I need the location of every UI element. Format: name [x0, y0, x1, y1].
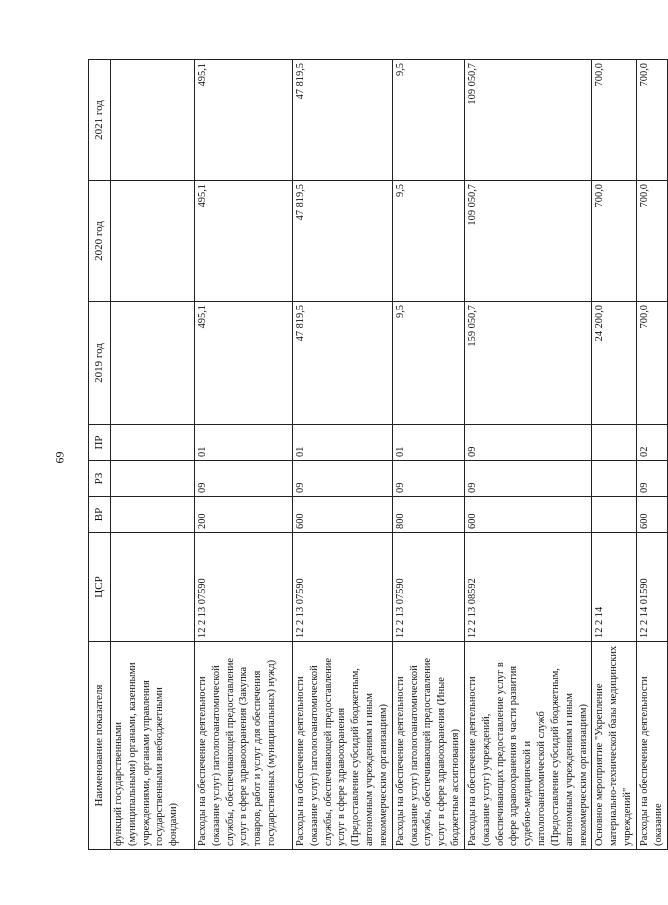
cell-2019: 24 200,0 [592, 302, 636, 425]
cell-csr: 12 2 13 07590 [392, 533, 464, 642]
cell-vr: 600 [293, 497, 393, 533]
page-number: 69 [52, 451, 67, 464]
cell-2019: 159 050,7 [464, 302, 591, 425]
table-row [636, 60, 667, 850]
cell-name: Расходы на обеспечение деятельности (оказание услуг) патологоанатомической службы, обеспечивающей предоставление услуг в сфере здравоохранения (Иные бюджетные ассигнования) [392, 642, 464, 850]
header-rz: РЗ [89, 461, 111, 497]
cell-2021: 47 819,5 [293, 60, 393, 181]
table-row [111, 60, 195, 850]
cell-2021: 109 050,7 [464, 60, 591, 181]
cell-rz: 09 [636, 461, 667, 497]
cell-vr [111, 497, 195, 533]
cell-rz: 09 [293, 461, 393, 497]
cell-2019: 495,1 [195, 302, 293, 425]
cell-csr: 12 2 14 [592, 533, 636, 642]
cell-name: Расходы на обеспечение деятельности (оказание услуг) учреждений, обеспечивающих предоставление услуг в сфере здравоохранения в части развития судебно-медицинской и патологоанатомической служб (Предоставление субсидий бюджетным, автономным учреждениям и иным некоммерческим организациям) [464, 642, 591, 850]
table-row [464, 60, 591, 850]
cell-pr: 02 [636, 425, 667, 461]
table-header-row [89, 60, 111, 850]
cell-vr: 800 [392, 497, 464, 533]
cell-csr: 12 2 13 07590 [293, 533, 393, 642]
cell-2020 [111, 181, 195, 302]
cell-rz: 09 [195, 461, 293, 497]
cell-csr: 12 2 13 08592 [464, 533, 591, 642]
cell-2020: 9,5 [392, 181, 464, 302]
cell-pr [592, 425, 636, 461]
cell-vr: 600 [464, 497, 591, 533]
table-row [293, 60, 393, 850]
cell-csr: 12 2 13 07590 [195, 533, 293, 642]
rotated-page-content [88, 60, 664, 850]
cell-pr: 01 [195, 425, 293, 461]
cell-csr [111, 533, 195, 642]
cell-2020: 700,0 [592, 181, 636, 302]
cell-pr: 01 [293, 425, 393, 461]
cell-vr: 600 [636, 497, 667, 533]
cell-2019 [111, 302, 195, 425]
table-row [592, 60, 636, 850]
cell-pr [111, 425, 195, 461]
cell-name: Расходы на обеспечение деятельности (оказание услуг) патологоанатомической службы, обеспечивающей предоставление услуг в сфере здравоохранения (Предоставление субсидий бюджетным, автономным учреждениям и иным некоммерческим организациям) [293, 642, 393, 850]
header-2020: 2020 год [89, 181, 111, 302]
cell-pr: 01 [392, 425, 464, 461]
cell-2021: 700,0 [592, 60, 636, 181]
cell-2020: 495,1 [195, 181, 293, 302]
cell-2019: 9,5 [392, 302, 464, 425]
cell-2020: 109 050,7 [464, 181, 591, 302]
cell-pr: 09 [464, 425, 591, 461]
table-row [392, 60, 464, 850]
header-name: Наименование показателя [89, 642, 111, 850]
header-2021: 2021 год [89, 60, 111, 181]
cell-2021 [111, 60, 195, 181]
cell-name: Расходы на обеспечение деятельности (оказание услуг) патологоанатомической службы, обеспечивающей предоставление услуг в сфере здравоохранения (Закупка товаров, работ и услуг для обеспечения государственных (муниципальных) нужд) [195, 642, 293, 850]
cell-name: Основное мероприятие "Укрепление материально-технической базы медицинских учреждений" [592, 642, 636, 850]
cell-rz [111, 461, 195, 497]
cell-2021: 9,5 [392, 60, 464, 181]
cell-csr: 12 2 14 01590 [636, 533, 667, 642]
header-vr: ВР [89, 497, 111, 533]
cell-2021: 700,0 [636, 60, 667, 181]
header-csr: ЦСР [89, 533, 111, 642]
table-row [195, 60, 293, 850]
cell-rz [592, 461, 636, 497]
cell-2021: 495,1 [195, 60, 293, 181]
header-pr: ПР [89, 425, 111, 461]
cell-vr: 200 [195, 497, 293, 533]
cell-name: функций государственными (муниципальными) органами, казенными учреждениями, органами управления государственными внебюджетными фондами) [111, 642, 195, 850]
cell-2019: 47 819,5 [293, 302, 393, 425]
cell-rz: 09 [464, 461, 591, 497]
cell-name: Расходы на обеспечение деятельности (оказание [636, 642, 667, 850]
cell-vr [592, 497, 636, 533]
header-2019: 2019 год [89, 302, 111, 425]
cell-rz: 09 [392, 461, 464, 497]
budget-table [88, 59, 668, 850]
cell-2020: 700,0 [636, 181, 667, 302]
cell-2020: 47 819,5 [293, 181, 393, 302]
cell-2019: 700,0 [636, 302, 667, 425]
